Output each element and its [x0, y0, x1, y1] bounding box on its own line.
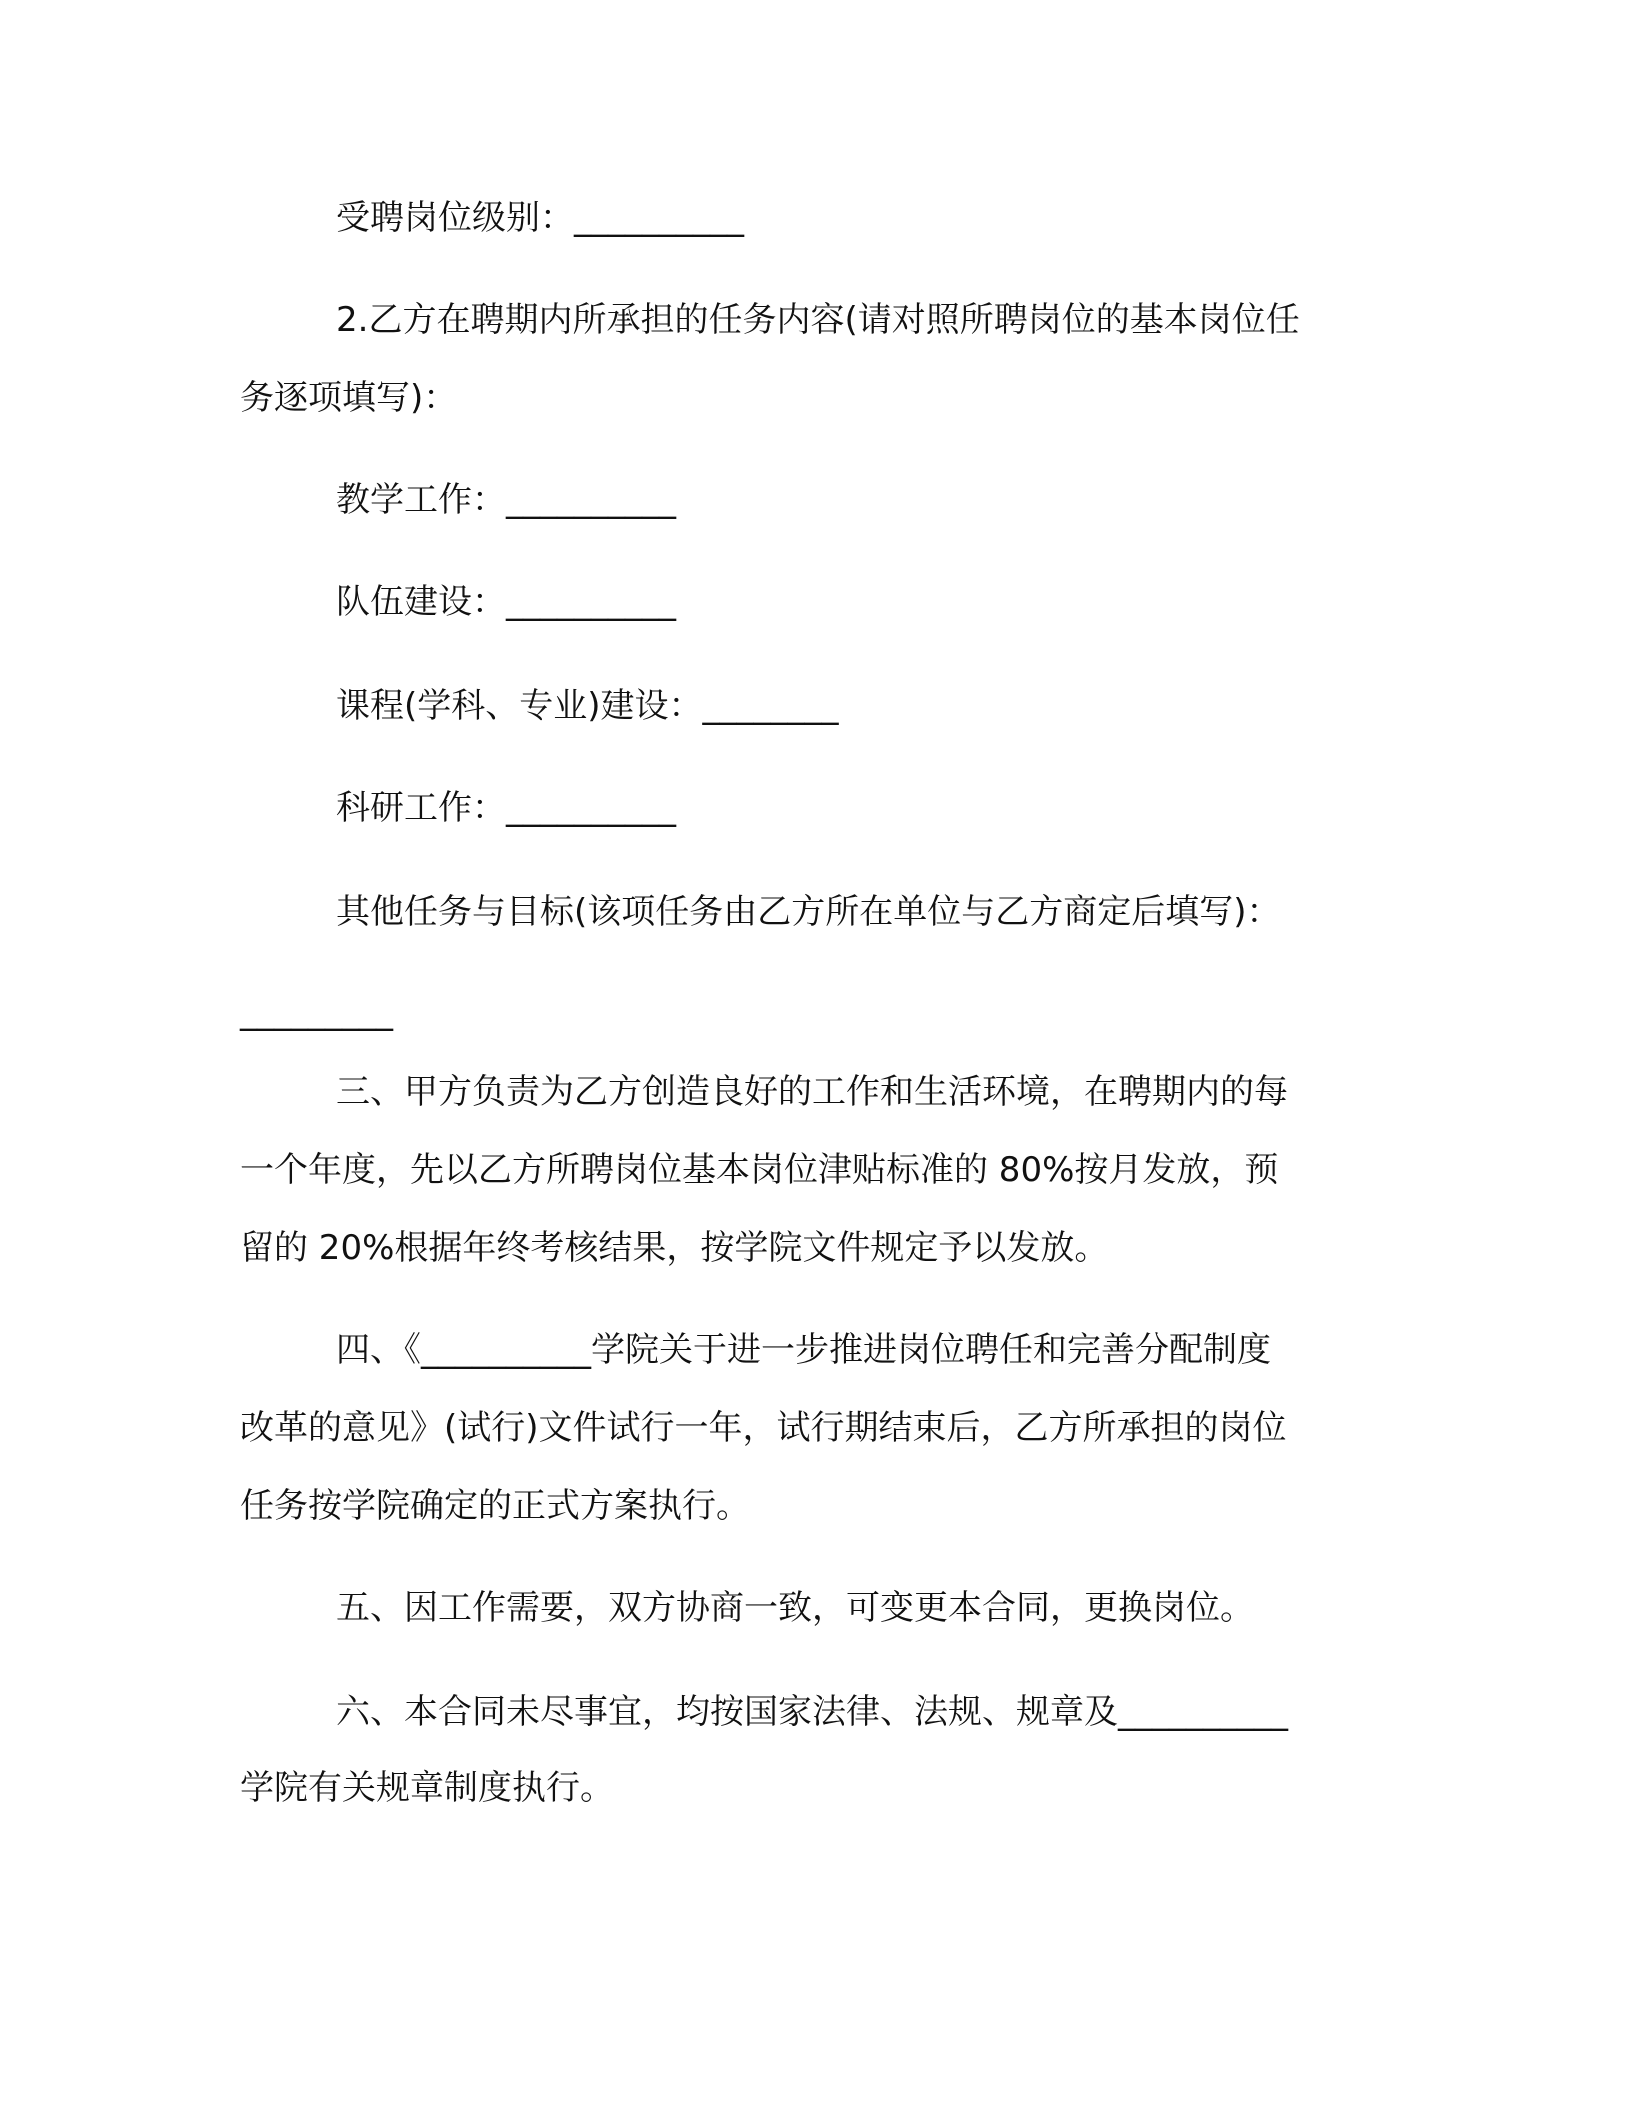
field-position-level: 受聘岗位级别：__________ [336, 198, 744, 238]
clause-6-line-1: 六、本合同未尽事宜，均按国家法律、法规、规章及__________ [336, 1692, 1288, 1732]
field-teaching-work: 教学工作：__________ [336, 480, 676, 520]
clause-4-line-3: 任务按学院确定的正式方案执行。 [240, 1486, 750, 1526]
field-research-work: 科研工作：__________ [336, 788, 676, 828]
field-course-building: 课程(学科、专业)建设：________ [336, 686, 839, 726]
field-other-tasks-blank: _________ [240, 992, 393, 1032]
clause-3-line-1: 三、甲方负责为乙方创造良好的工作和生活环境，在聘期内的每 [336, 1072, 1288, 1112]
clause-6-line-2: 学院有关规章制度执行。 [240, 1768, 614, 1808]
paragraph-2-line-1: 2.乙方在聘期内所承担的任务内容(请对照所聘岗位的基本岗位任 [336, 300, 1300, 340]
clause-5: 五、因工作需要，双方协商一致，可变更本合同，更换岗位。 [336, 1588, 1254, 1628]
clause-4-line-2: 改革的意见》(试行)文件试行一年，试行期结束后，乙方所承担的岗位 [240, 1408, 1287, 1448]
clause-3-line-3: 留的 20%根据年终考核结果，按学院文件规定予以发放。 [240, 1228, 1109, 1268]
clause-3-line-2: 一个年度，先以乙方所聘岗位基本岗位津贴标准的 80%按月发放，预 [240, 1150, 1279, 1190]
field-other-tasks: 其他任务与目标(该项任务由乙方所在单位与乙方商定后填写)： [336, 892, 1281, 932]
field-team-building: 队伍建设：__________ [336, 582, 676, 622]
paragraph-2-line-2: 务逐项填写)： [240, 378, 458, 418]
clause-4-line-1: 四、《__________学院关于进一步推进岗位聘任和完善分配制度 [336, 1330, 1271, 1370]
